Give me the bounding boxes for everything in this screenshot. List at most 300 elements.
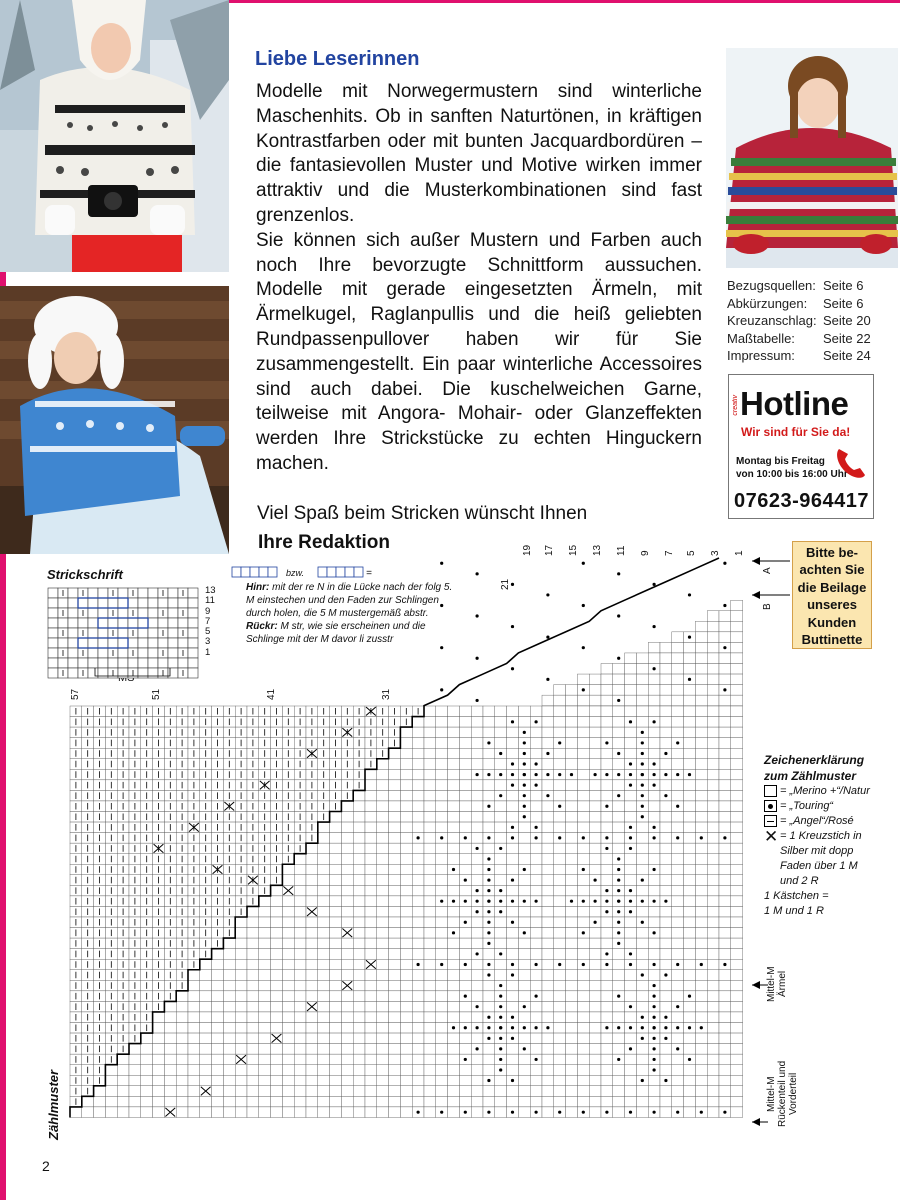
chart-cell [389, 769, 401, 780]
strickschrift-cell [98, 648, 108, 658]
chart-cell [648, 1086, 660, 1097]
sleeve-cell [648, 685, 660, 696]
chart-cell [212, 1075, 224, 1086]
chart-cell [554, 896, 566, 907]
dot-stitch [499, 995, 502, 998]
chart-cell [306, 896, 318, 907]
chart-cell [330, 833, 342, 844]
chart-cell [424, 812, 436, 823]
chart-cell [684, 1001, 696, 1012]
dot-stitch [653, 784, 656, 787]
dot-stitch [511, 1026, 514, 1029]
chart-cell [330, 949, 342, 960]
symbol-cell [354, 567, 363, 577]
chart-cell [719, 1086, 731, 1097]
chart-cell [507, 854, 519, 865]
chart-cell [389, 1023, 401, 1034]
chart-cell [353, 812, 365, 823]
chart-cell [365, 875, 377, 886]
chart-cell [330, 843, 342, 854]
chart-cell [495, 833, 507, 844]
intro-paragraph: Modelle mit Norwegermustern sind winterliche Maschenhits. Ob in sanften Naturtönen, in kräftigen Kontrastfarben oder mit bunten Jacquardbordüren – die fantasievollen Muster und Motive wirken immer attraktiv und die Musterkombinationen sind fast grenzenlos. [256, 81, 702, 226]
dot-stitch [487, 741, 490, 744]
chart-cell [530, 854, 542, 865]
chart-cell [554, 717, 566, 728]
strickschrift-cell [58, 618, 68, 628]
dot-stitch [558, 836, 561, 839]
chart-cell [589, 843, 601, 854]
chart-cell [377, 896, 389, 907]
chart-cell [495, 970, 507, 981]
chart-cell [459, 1086, 471, 1097]
chart-cell [448, 748, 460, 759]
chart-cell [282, 970, 294, 981]
chart-cell [672, 938, 684, 949]
legend-item: = „Merino +“/Natur [764, 784, 884, 799]
dot-stitch [676, 805, 679, 808]
chart-cell [129, 1075, 141, 1086]
sleeve-cell [660, 664, 672, 675]
chart-cell [695, 885, 707, 896]
chart-cell [577, 885, 589, 896]
chart-cell [672, 843, 684, 854]
chart-cell [707, 1054, 719, 1065]
chart-cell [212, 1107, 224, 1118]
chart-cell [318, 1044, 330, 1055]
chart-cell [153, 1012, 165, 1023]
chart-cell [672, 1096, 684, 1107]
strickschrift-cell [118, 628, 128, 638]
chart-cell [672, 970, 684, 981]
chart-cell [318, 864, 330, 875]
chart-cell [365, 1001, 377, 1012]
chart-cell [672, 864, 684, 875]
chart-cell [495, 938, 507, 949]
dot-stitch [641, 1016, 644, 1019]
hotline-title: Hotline [740, 385, 849, 422]
chart-cell [542, 991, 554, 1002]
chart-cell [400, 727, 412, 738]
chart-cell [282, 1012, 294, 1023]
chart-cell [259, 1023, 271, 1034]
chart-cell [625, 980, 637, 991]
dot-stitch [653, 1026, 656, 1029]
chart-cell [483, 980, 495, 991]
chart-cell [636, 1065, 648, 1076]
chart-cell [259, 1107, 271, 1118]
dot-stitch [605, 963, 608, 966]
chart-cell [294, 1012, 306, 1023]
dot-stitch [476, 889, 479, 892]
chart-cell [507, 980, 519, 991]
chart-cell [436, 1065, 448, 1076]
chart-cell [341, 1023, 353, 1034]
sleeve-cell [707, 653, 719, 664]
chart-cell [542, 812, 554, 823]
chart-cell [448, 1001, 460, 1012]
dot-stitch [629, 910, 632, 913]
chart-cell [306, 854, 318, 865]
chart-cell [424, 917, 436, 928]
sleeve-cell [601, 685, 613, 696]
dot-stitch [499, 773, 502, 776]
dot-stitch [629, 826, 632, 829]
dot-stitch [664, 794, 667, 797]
chart-cell [566, 875, 578, 886]
chart-cell [684, 917, 696, 928]
chart-cell [318, 896, 330, 907]
dot-stitch [476, 773, 479, 776]
chart-cell [507, 885, 519, 896]
chart-cell [306, 949, 318, 960]
strickschrift-cell [98, 668, 108, 678]
chart-cell [731, 706, 743, 717]
dot-stitch [546, 752, 549, 755]
chart-cell [424, 717, 436, 728]
chart-cell [601, 1033, 613, 1044]
strickschrift-cell [48, 658, 58, 668]
chart-cell [695, 980, 707, 991]
dot-stitch [617, 878, 620, 881]
dot-stitch [464, 1026, 467, 1029]
dot-stitch [617, 900, 620, 903]
chart-cell [365, 949, 377, 960]
dot-stitch [476, 847, 479, 850]
chart-cell [719, 875, 731, 886]
chart-cell [695, 854, 707, 865]
chart-cell [400, 1075, 412, 1086]
chart-cell [613, 780, 625, 791]
chart-cell [648, 917, 660, 928]
chart-cell [530, 885, 542, 896]
chart-cell [601, 854, 613, 865]
chart-cell [566, 906, 578, 917]
dot-stitch [676, 1047, 679, 1050]
chart-cell [271, 949, 283, 960]
chart-cell [731, 1075, 743, 1086]
chart-cell [200, 1012, 212, 1023]
chart-cell [424, 928, 436, 939]
chart-cell [554, 780, 566, 791]
strickschrift-cell [118, 648, 128, 658]
chart-cell [318, 928, 330, 939]
dot-stitch [570, 773, 573, 776]
sleeve-cell [601, 674, 613, 685]
chart-cell [377, 1096, 389, 1107]
chart-cell [530, 906, 542, 917]
strickschrift-cell [138, 598, 148, 608]
chart-cell [353, 970, 365, 981]
chart-cell [695, 759, 707, 770]
sleeve-dot [688, 678, 691, 681]
chart-cell [672, 1075, 684, 1086]
chart-cell [660, 991, 672, 1002]
chart-cell [566, 1065, 578, 1076]
chart-cell [176, 1054, 188, 1065]
chart-cell [448, 738, 460, 749]
chart-cell [365, 1086, 377, 1097]
chart-cell [684, 1065, 696, 1076]
chart-cell [707, 1001, 719, 1012]
chart-cell [259, 938, 271, 949]
chart-cell [365, 1033, 377, 1044]
chart-cell [424, 1107, 436, 1118]
chart-cell [695, 738, 707, 749]
chart-cell [318, 1086, 330, 1097]
chart-cell [731, 991, 743, 1002]
chart-cell [719, 991, 731, 1002]
chart-cell [223, 1075, 235, 1086]
dot-stitch [464, 878, 467, 881]
chart-cell [601, 812, 613, 823]
strickschrift-cell [118, 608, 128, 618]
strickschrift-cell [68, 648, 78, 658]
dot-stitch [499, 984, 502, 987]
chart-cell [377, 1054, 389, 1065]
chart-cell [554, 885, 566, 896]
strickschrift-cell [158, 638, 168, 648]
chart-cell [235, 970, 247, 981]
dot-stitch [629, 900, 632, 903]
chart-cell [294, 864, 306, 875]
chart-cell [589, 970, 601, 981]
chart-cell [684, 906, 696, 917]
chart-cell [601, 1096, 613, 1107]
chart-cell [636, 980, 648, 991]
chart-cell [389, 938, 401, 949]
chart-cell [459, 790, 471, 801]
dot-stitch [641, 741, 644, 744]
chart-cell [707, 748, 719, 759]
chart-cell [377, 970, 389, 981]
sleeve-cell [719, 632, 731, 643]
chart-cell [424, 1054, 436, 1065]
chart-cell [306, 1096, 318, 1107]
chart-cell [389, 1054, 401, 1065]
sleeve-cell [684, 685, 696, 696]
chart-cell [389, 1033, 401, 1044]
chart-cell [625, 727, 637, 738]
chart-cell [542, 780, 554, 791]
chart-cell [459, 1044, 471, 1055]
chart-cell [684, 748, 696, 759]
chart-cell [117, 1065, 129, 1076]
dot-stitch [523, 762, 526, 765]
chart-cell [731, 1065, 743, 1076]
dot-stitch [511, 762, 514, 765]
sleeve-cell [589, 674, 601, 685]
chart-cell [330, 875, 342, 886]
strickschrift-cell [188, 608, 198, 618]
chart-cell [731, 727, 743, 738]
chart-cell [436, 1075, 448, 1086]
dot-stitch [440, 1111, 443, 1114]
chart-cell [448, 885, 460, 896]
chart-cell [164, 1065, 176, 1076]
chart-cell [731, 759, 743, 770]
chart-cell [436, 917, 448, 928]
chart-cell [577, 1023, 589, 1034]
chart-cell [188, 1054, 200, 1065]
chart-cell [105, 1086, 117, 1097]
chart-cell [318, 938, 330, 949]
dot-stitch [641, 878, 644, 881]
chart-cell [389, 1001, 401, 1012]
chart-cell [424, 769, 436, 780]
chart-cell [459, 864, 471, 875]
chart-cell [448, 780, 460, 791]
chart-cell [566, 980, 578, 991]
chart-cell [672, 780, 684, 791]
dot-stitch [653, 720, 656, 723]
sleeve-cell [613, 664, 625, 675]
chart-cell [412, 769, 424, 780]
chart-cell [400, 1054, 412, 1065]
chart-cell [377, 801, 389, 812]
dot-stitch [653, 1037, 656, 1040]
chart-cell [259, 1001, 271, 1012]
chart-cell [436, 759, 448, 770]
chart-cell [330, 1086, 342, 1097]
chart-cell [648, 812, 660, 823]
chart-cell [684, 1107, 696, 1118]
chart-cell [695, 1075, 707, 1086]
chart-cell [424, 875, 436, 886]
column-label: 9 [640, 550, 651, 556]
chart-cell [542, 822, 554, 833]
chart-cell [625, 706, 637, 717]
sleeve-cell [707, 664, 719, 675]
chart-cell [577, 822, 589, 833]
dot-stitch [617, 794, 620, 797]
chart-cell [436, 928, 448, 939]
dot-stitch [653, 1016, 656, 1019]
chart-cell [483, 1096, 495, 1107]
sleeve-cell [672, 695, 684, 706]
sleeve-cell [636, 664, 648, 675]
chart-cell [660, 949, 672, 960]
chart-cell [141, 1054, 153, 1065]
chart-cell [117, 1107, 129, 1118]
chart-cell [448, 706, 460, 717]
dot-stitch [511, 921, 514, 924]
chart-cell [471, 780, 483, 791]
chart-cell [400, 1001, 412, 1012]
chart-cell [471, 822, 483, 833]
sleeve-dot [546, 636, 549, 639]
chart-cell [164, 1001, 176, 1012]
chart-cell [282, 1023, 294, 1034]
chart-cell [719, 812, 731, 823]
dot-stitch [511, 773, 514, 776]
chart-cell [176, 1096, 188, 1107]
chart-cell [707, 949, 719, 960]
dot-stitch [653, 868, 656, 871]
chart-cell [530, 1086, 542, 1097]
chart-cell [176, 1012, 188, 1023]
chart-cell [601, 1065, 613, 1076]
chart-cell [518, 1086, 530, 1097]
dot-stitch [417, 836, 420, 839]
chart-cell [507, 1001, 519, 1012]
dot-stitch [664, 1026, 667, 1029]
chart-cell [389, 748, 401, 759]
sleeve-dot [723, 688, 726, 691]
chart-cell [471, 717, 483, 728]
column-label: 15 [568, 544, 579, 556]
chart-cell [448, 822, 460, 833]
chart-cell [589, 780, 601, 791]
chart-cell [542, 959, 554, 970]
strickschrift-cell [68, 658, 78, 668]
chart-cell [259, 959, 271, 970]
chart-cell [353, 1012, 365, 1023]
chart-cell [459, 1012, 471, 1023]
chart-cell [353, 1044, 365, 1055]
chart-cell [294, 1023, 306, 1034]
chart-cell [719, 790, 731, 801]
chart-cell [341, 970, 353, 981]
sleeve-dot [476, 699, 479, 702]
dot-stitch [487, 973, 490, 976]
chart-cell [318, 833, 330, 844]
chart-cell [377, 949, 389, 960]
symbol-cell [250, 567, 259, 577]
chart-cell [518, 991, 530, 1002]
chart-cell [341, 896, 353, 907]
chart-cell [625, 928, 637, 939]
sleeve-dot [511, 583, 514, 586]
chart-cell [400, 896, 412, 907]
dot-stitch [499, 1068, 502, 1071]
dot-stitch [511, 1037, 514, 1040]
chart-cell [223, 1023, 235, 1034]
chart-cell [212, 1086, 224, 1097]
chart-cell [731, 1107, 743, 1118]
chart-cell [613, 1086, 625, 1097]
dot-stitch [535, 826, 538, 829]
chart-cell [518, 843, 530, 854]
sleeve-cell [601, 695, 613, 706]
chart-cell [707, 1096, 719, 1107]
chart-cell [719, 980, 731, 991]
chart-cell [365, 906, 377, 917]
chart-cell [188, 1001, 200, 1012]
chart-cell [660, 980, 672, 991]
chart-cell [684, 1012, 696, 1023]
chart-cell [530, 864, 542, 875]
chart-cell [636, 843, 648, 854]
strickschrift-cell [158, 658, 168, 668]
chart-cell [507, 738, 519, 749]
chart-cell [353, 949, 365, 960]
chart-cell [306, 885, 318, 896]
chart-cell [731, 822, 743, 833]
chart-cell [377, 822, 389, 833]
dot-stitch [664, 1016, 667, 1019]
chart-cell [554, 727, 566, 738]
strickschrift-cell [128, 618, 138, 628]
chart-cell [695, 1044, 707, 1055]
chart-cell [707, 1033, 719, 1044]
chart-cell [306, 1086, 318, 1097]
chart-cell [377, 843, 389, 854]
chart-cell [223, 938, 235, 949]
chart-cell [577, 917, 589, 928]
dot-stitch [511, 900, 514, 903]
strickschrift-cell [138, 628, 148, 638]
chart-cell [436, 780, 448, 791]
